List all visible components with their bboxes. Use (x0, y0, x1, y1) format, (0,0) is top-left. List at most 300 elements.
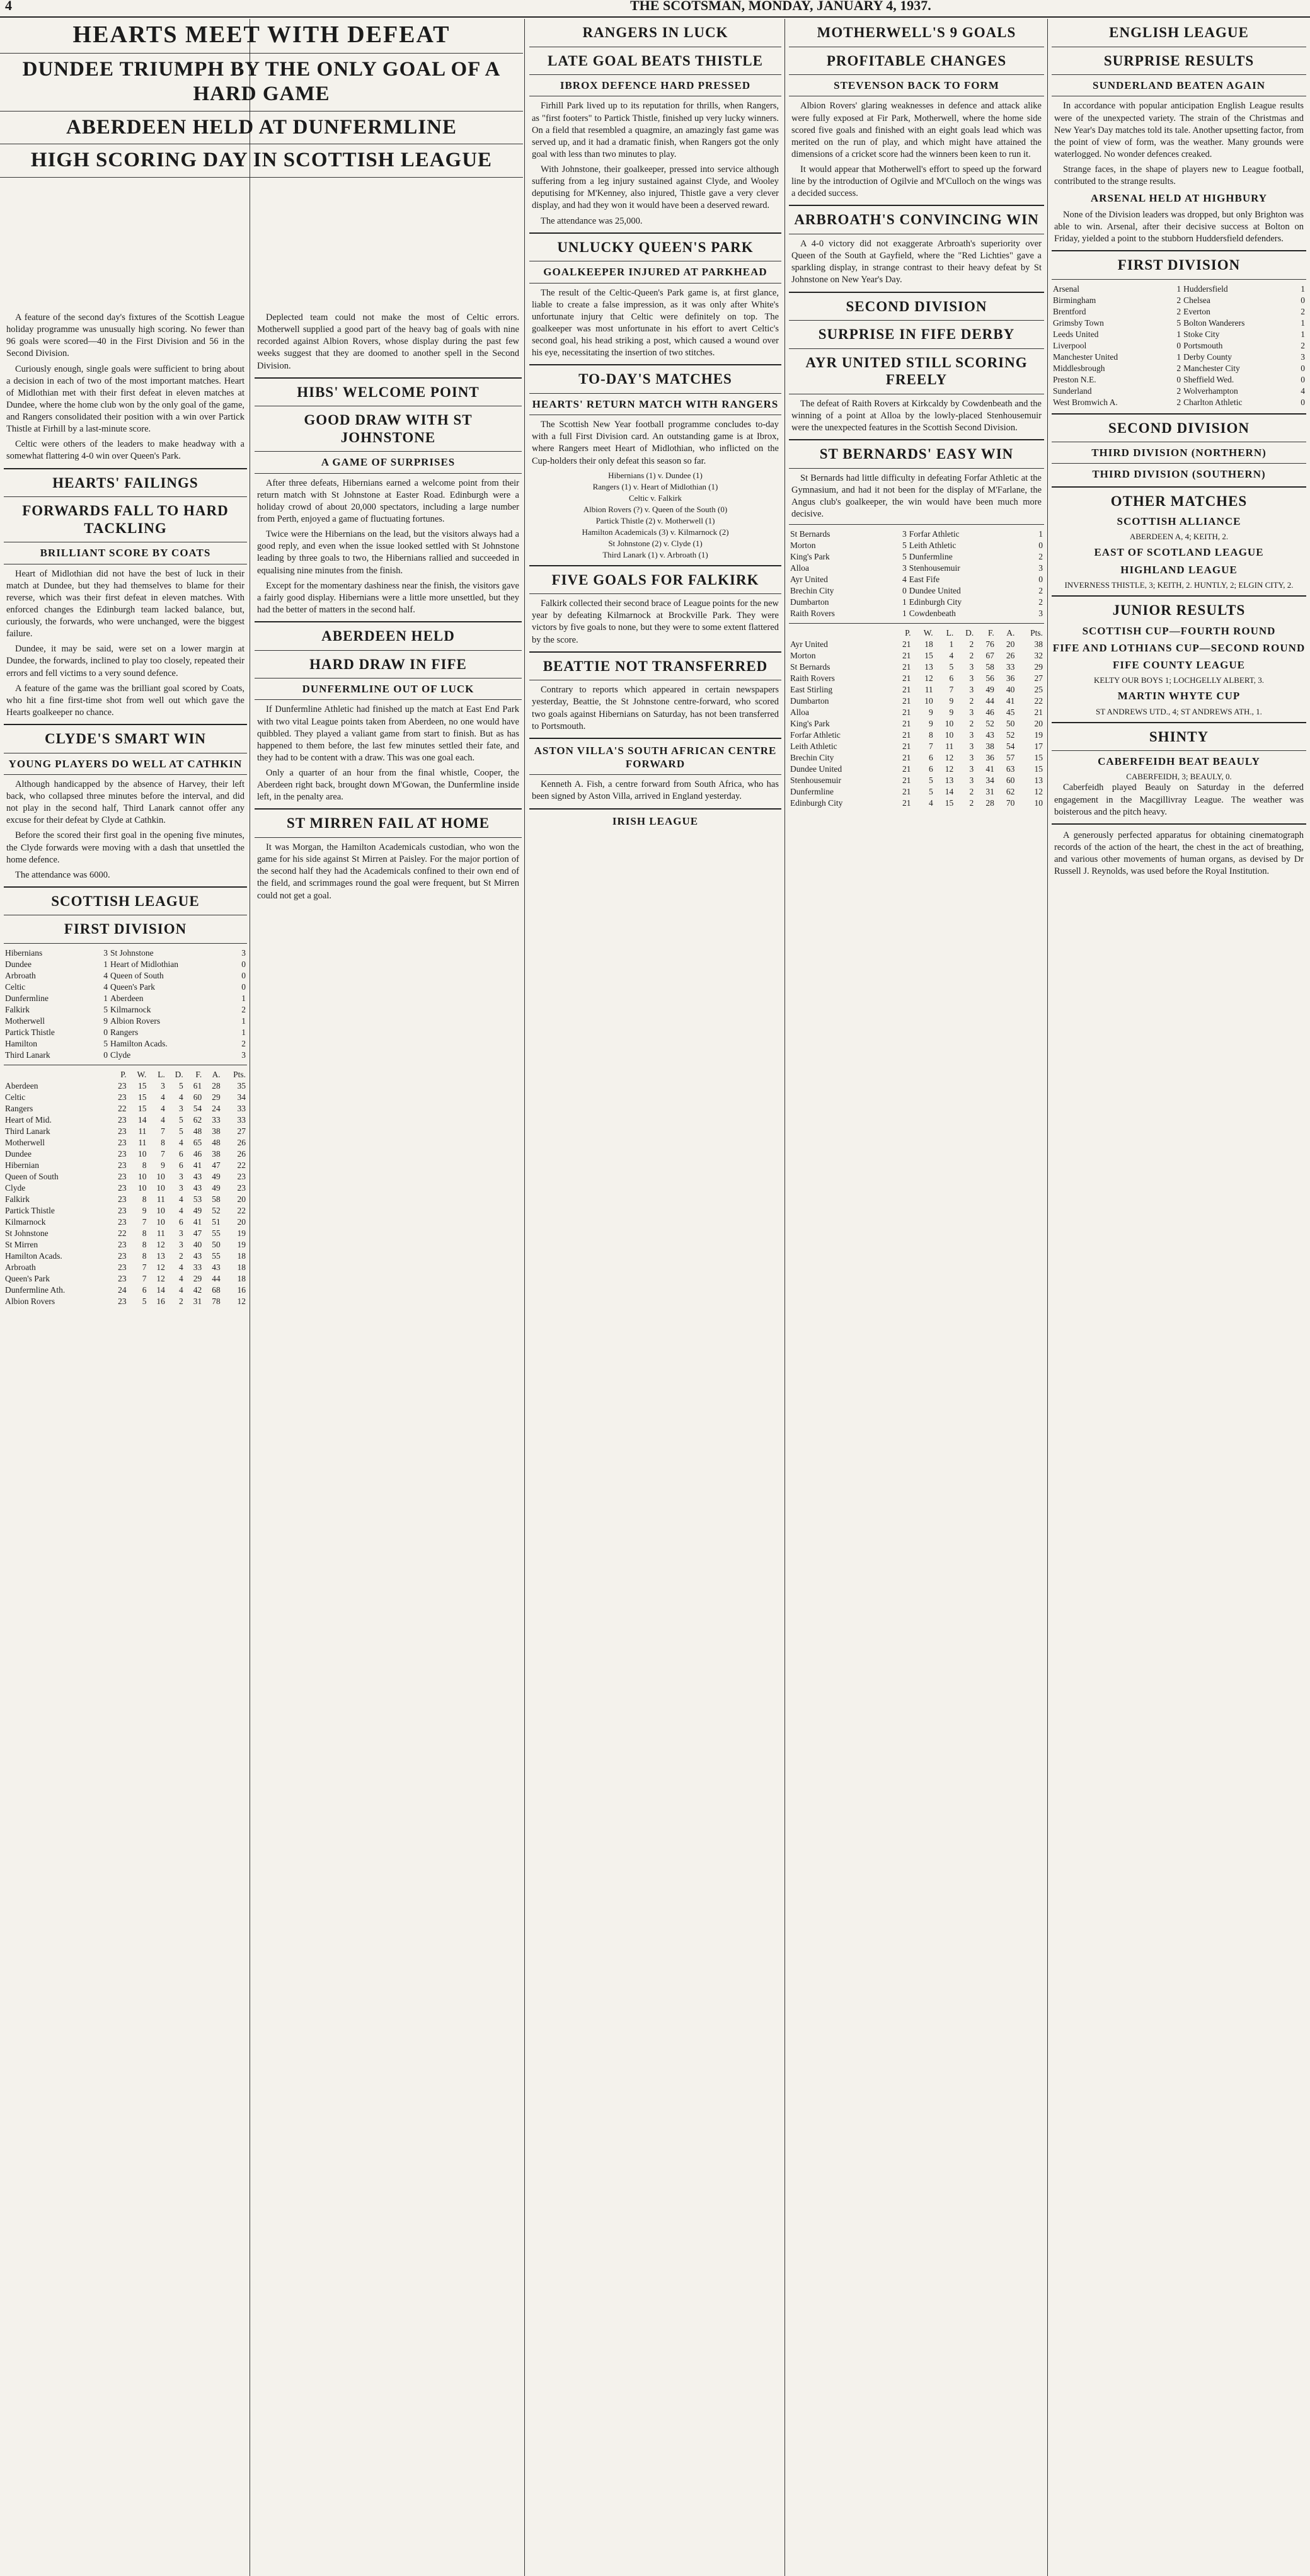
stat-cell: 24 (118, 1285, 127, 1295)
result-row (1052, 363, 1306, 374)
stat-cell: 4 (161, 1115, 165, 1125)
team-name: Dundee (5, 1149, 32, 1159)
team-name: Hibernians (5, 948, 43, 958)
article-paragraph: The attendance was 25,000. (541, 215, 643, 226)
stat-cell: 10 (945, 730, 954, 740)
section-heading: UNLUCKY QUEEN'S PARK (557, 239, 754, 255)
stat-cell: 3 (969, 707, 974, 718)
article-paragraph: Albion Rovers' glaring weaknesses in defence and attack alike were fully exposed at Fir Park, Motherwell, where the home side scored five goals and finished with an eight goals lead which was merited on the run of play, and which might have attained the dimensions of a cricket score had the winners been keen to run it. (791, 101, 1042, 159)
stat-cell: 10 (137, 1149, 147, 1159)
stat-cell: 21 (902, 696, 911, 706)
stat-cell: 23 (118, 1262, 127, 1273)
column-header: P. (905, 628, 911, 638)
team-name: Falkirk (5, 1194, 30, 1205)
score: 0 (241, 982, 246, 992)
stat-cell: 23 (118, 1138, 127, 1148)
section-heading: SECOND DIVISION (1108, 420, 1250, 436)
stat-cell: 21 (902, 651, 911, 661)
score: 0 (241, 971, 246, 981)
stat-cell: 10 (156, 1217, 165, 1227)
table-row (4, 1239, 247, 1251)
score: 0 (1176, 374, 1181, 384)
result-row (789, 551, 1044, 563)
result-row (789, 540, 1044, 551)
score: 3 (1038, 609, 1043, 619)
stat-cell: 43 (985, 730, 994, 740)
team-name: Wolverhampton (1183, 386, 1238, 396)
score: 1 (902, 609, 907, 619)
team-name: Preston N.E. (1053, 374, 1096, 384)
result-row (789, 585, 1044, 597)
team-name: Hamilton Acads. (5, 1251, 62, 1261)
team-name: Sheffield Wed. (1183, 374, 1234, 384)
stat-cell: 29 (1034, 662, 1043, 672)
stat-cell: 11 (138, 1138, 147, 1148)
stat-cell: 46 (985, 707, 994, 718)
stat-cell: 6 (179, 1149, 183, 1159)
result-row (1052, 352, 1306, 363)
table-row (789, 730, 1044, 741)
table-row (789, 752, 1044, 764)
score: 2 (1176, 363, 1181, 373)
column-header: D. (175, 1070, 183, 1080)
score: 3 (902, 563, 907, 573)
stat-cell: 76 (985, 639, 994, 650)
section-subheading: YOUNG PLAYERS DO WELL AT CATHKIN (8, 757, 243, 770)
stat-cell: 4 (179, 1138, 183, 1148)
section-subheading: A GAME OF SURPRISES (321, 456, 456, 469)
score: 2 (1301, 340, 1305, 350)
team-name: Heart of Midlothian (110, 959, 178, 970)
column-rule (784, 19, 785, 2576)
stat-cell: 35 (237, 1081, 246, 1091)
stat-cell: 10 (1034, 798, 1043, 808)
stat-cell: 11 (138, 1126, 147, 1136)
score: 5 (103, 1005, 108, 1015)
stat-cell: 31 (193, 1297, 202, 1307)
stat-cell: 18 (237, 1251, 246, 1261)
stat-cell: 52 (985, 719, 994, 729)
column-header: P. (120, 1070, 127, 1080)
stat-cell: 7 (161, 1149, 165, 1159)
table-row (4, 1216, 247, 1228)
section-heading: MOTHERWELL'S 9 GOALS (817, 25, 1016, 40)
team-name: Dunfermline Ath. (5, 1285, 66, 1295)
stat-cell: 23 (118, 1240, 127, 1250)
score: 1 (241, 993, 246, 1004)
stat-cell: 55 (212, 1228, 221, 1239)
section-heading: SCOTTISH LEAGUE (51, 893, 200, 909)
stat-cell: 8 (928, 730, 933, 740)
column-5 (1052, 19, 1306, 2576)
stat-cell: 54 (193, 1104, 202, 1114)
section-subheading: DUNFERMLINE OUT OF LUCK (302, 683, 474, 696)
table-row (4, 1092, 247, 1103)
team-name: Everton (1183, 306, 1210, 316)
score: 1 (103, 959, 108, 970)
score: 4 (902, 575, 907, 585)
team-name: Queen's Park (5, 1274, 50, 1284)
table-row (4, 1273, 247, 1285)
article-paragraph: A 4-0 victory did not exaggerate Arbroath's superiority over Queen of the South at Gayfield, where the "Red Lichties" gave a sparkling display, in strange contrast to their heavy defeat by St Johnstone on New Year's Day. (791, 239, 1042, 285)
stat-cell: 47 (212, 1160, 221, 1171)
article-paragraph: It would appear that Motherwell's effort to speed up the forward line by the introduction of Ogilvie and M'Culloch on the wings was a decided success. (791, 164, 1042, 199)
stat-cell: 15 (1034, 764, 1043, 774)
team-name: Dunfermline (909, 552, 953, 562)
stat-cell: 17 (1034, 741, 1043, 752)
table-row (4, 1285, 247, 1296)
team-name: St Bernards (790, 662, 830, 672)
score: 0 (1301, 363, 1305, 373)
stat-cell: 12 (156, 1262, 165, 1273)
stat-cell: 34 (237, 1092, 246, 1102)
stat-cell: 10 (945, 719, 954, 729)
stat-cell: 47 (193, 1228, 202, 1239)
team-name: Sunderland (1053, 386, 1092, 396)
fixture-line: Partick Thistle (2) v. Motherwell (1) (595, 515, 715, 525)
stat-cell: 70 (1006, 798, 1015, 808)
stat-cell: 23 (118, 1081, 127, 1091)
stat-cell: 23 (118, 1160, 127, 1171)
stat-cell: 3 (179, 1240, 183, 1250)
table-row (4, 1194, 247, 1205)
team-name: Kilmarnock (5, 1217, 46, 1227)
column-header: Pts. (1030, 628, 1043, 638)
team-name: West Bromwich A. (1053, 397, 1118, 407)
section-heading: RANGERS IN LUCK (582, 25, 728, 40)
stat-cell: 10 (137, 1183, 147, 1193)
section-heading: AYR UNITED STILL SCORING FREELY (805, 354, 1028, 388)
stat-cell: 25 (1034, 685, 1043, 695)
article-paragraph: It was Morgan, the Hamilton Academicals custodian, who won the game for his side against St Mirren at Paisley. For the major portion of the second half they had the Academicals confined to their own end of the field, and scrimmages round the goal were frequent, but St Mirren could not get a goal. (257, 842, 519, 901)
stat-cell: 23 (118, 1251, 127, 1261)
fixture-line: Hibernians (1) v. Dundee (1) (608, 470, 703, 480)
score: 0 (103, 1050, 108, 1060)
article-paragraph: Celtic were others of the leaders to make headway with a somewhat flattering 4-0 win over Queen's Park. (6, 439, 244, 462)
team-name: Kilmarnock (110, 1005, 151, 1015)
stat-cell: 43 (193, 1251, 202, 1261)
table-row (4, 1262, 247, 1273)
column-header (4, 1069, 109, 1080)
score: 1 (902, 597, 907, 607)
table-row (4, 1114, 247, 1126)
score: 0 (103, 1028, 108, 1038)
stat-cell: 18 (237, 1262, 246, 1273)
table-header-row (4, 1069, 247, 1080)
stat-cell: 21 (902, 673, 911, 684)
team-name: Motherwell (5, 1016, 45, 1026)
lead-paragraph: A feature of the second day's fixtures of the Scottish League holiday programme was unusually high scoring. No fewer than 96 goals were scored—40 in the First Division and 56 in the Second Division. (6, 312, 244, 359)
stat-cell: 3 (969, 764, 974, 774)
stat-cell: 3 (179, 1228, 183, 1239)
team-name: Brentford (1053, 306, 1086, 316)
section-heading: ST MIRREN FAIL AT HOME (287, 815, 490, 832)
score: 1 (103, 993, 108, 1004)
table-row (789, 786, 1044, 798)
stat-cell: 13 (156, 1251, 165, 1261)
score: 2 (241, 1039, 246, 1049)
stat-cell: 10 (156, 1206, 165, 1216)
team-name: Alloa (790, 563, 809, 573)
score: 1 (1301, 283, 1305, 294)
team-name: Third Lanark (5, 1050, 50, 1060)
team-name: King's Park (790, 719, 830, 729)
section-subheading: GOALKEEPER INJURED AT PARKHEAD (543, 266, 767, 278)
team-name: Heart of Mid. (5, 1115, 52, 1125)
page-number: 4 (5, 0, 12, 13)
table-row (789, 718, 1044, 730)
stat-cell: 21 (902, 798, 911, 808)
article-paragraph: Before the scored their first goal in the opening five minutes, the Clyde forwards were moving with a dash that unsettled the home defence. (6, 830, 244, 865)
stat-cell: 23 (118, 1217, 127, 1227)
result-row (4, 970, 247, 982)
section-heading: ENGLISH LEAGUE (1109, 25, 1249, 40)
stat-cell: 2 (179, 1297, 183, 1307)
stat-cell: 2 (969, 719, 974, 729)
score: 3 (902, 529, 907, 539)
score: 4 (103, 971, 108, 981)
stat-cell: 41 (985, 764, 994, 774)
stat-cell: 23 (118, 1183, 127, 1193)
stat-cell: 2 (969, 639, 974, 650)
section-heading: FIRST DIVISION (1117, 256, 1241, 273)
stat-cell: 3 (969, 685, 974, 695)
fixture-line: Rangers (1) v. Heart of Midlothian (1) (592, 481, 718, 491)
team-name: Liverpool (1053, 340, 1087, 350)
stat-cell: 6 (928, 764, 933, 774)
stat-cell: 13 (1034, 776, 1043, 786)
score: 2 (1038, 597, 1043, 607)
score: 1 (1038, 529, 1043, 539)
stat-cell: 48 (212, 1138, 221, 1148)
team-name: East Stirling (790, 685, 833, 695)
stat-cell: 4 (179, 1206, 183, 1216)
stat-cell: 21 (902, 741, 911, 752)
table-row (789, 696, 1044, 707)
stat-cell: 12 (1034, 787, 1043, 797)
stat-cell: 43 (193, 1172, 202, 1182)
column-header: L. (158, 1070, 165, 1080)
stat-cell: 12 (945, 753, 954, 763)
section-heading: SURPRISE IN FIFE DERBY (818, 326, 1015, 343)
stat-cell: 12 (924, 673, 933, 684)
table-row (789, 741, 1044, 752)
article-paragraph: In accordance with popular anticipation English League results were of the unexpected variety. The strain of the Christmas and New Year's Day matches told its tale. Another upsetting factor, from the point of view of form, was the weather. Many grounds were waterlogged. No wonder defences creaked. (1054, 101, 1304, 159)
stat-cell: 53 (193, 1194, 202, 1205)
column-header: F. (988, 628, 994, 638)
score: 1 (1176, 283, 1181, 294)
column-header: F. (195, 1070, 202, 1080)
stat-cell: 23 (118, 1172, 127, 1182)
score: 1 (241, 1016, 246, 1026)
stat-cell: 11 (924, 685, 933, 695)
score: 2 (241, 1005, 246, 1015)
team-name: King's Park (790, 552, 830, 562)
stat-cell: 34 (985, 776, 994, 786)
stat-cell: 18 (237, 1274, 246, 1284)
stat-cell: 21 (902, 776, 911, 786)
team-name: Forfar Athletic (790, 730, 841, 740)
section-heading: SURPRISE RESULTS (1103, 52, 1255, 69)
stat-cell: 23 (118, 1297, 127, 1307)
stat-cell: 57 (1006, 753, 1015, 763)
stat-cell: 23 (118, 1126, 127, 1136)
stat-cell: 26 (237, 1138, 246, 1148)
score: 3 (241, 948, 246, 958)
stat-cell: 5 (179, 1081, 183, 1091)
section-heading: LATE GOAL BEATS THISTLE (548, 52, 763, 69)
article-paragraph: Curiously enough, single goals were sufficient to bring about a decision in each of two of the most important matches. Heart of Midlothian met with their first defeat in eleven matches at Dundee, where the home club won by the only goal of the game, and Rangers consolidated their position with a win over Partick Thistle at Firhill by a last-minute score. (6, 364, 244, 435)
stat-cell: 7 (142, 1217, 147, 1227)
stat-cell: 23 (118, 1274, 127, 1284)
stat-cell: 58 (985, 662, 994, 672)
stat-cell: 41 (193, 1217, 202, 1227)
stat-cell: 2 (969, 798, 974, 808)
stat-cell: 2 (179, 1251, 183, 1261)
stat-cell: 3 (969, 753, 974, 763)
stat-cell: 5 (928, 787, 933, 797)
stat-cell: 19 (237, 1228, 246, 1239)
section-subheading: ARSENAL HELD AT HIGHBURY (1090, 192, 1268, 205)
score: 3 (241, 1050, 246, 1060)
article-paragraph: Twice were the Hibernians on the lead, but the visitors always had a good reply, and even when the issue looked settled with St Johnstone leading by three goals to two, the Hibernians rallied and succeeded in equalising nine minutes from the finish. (257, 529, 519, 576)
table-row (789, 639, 1044, 650)
stat-cell: 32 (1034, 651, 1043, 661)
section-subheading: EAST OF SCOTLAND LEAGUE (1094, 546, 1264, 559)
team-name: Celtic (5, 1092, 26, 1102)
stat-cell: 61 (193, 1081, 202, 1091)
article-paragraph: The defeat of Raith Rovers at Kirkcaldy by Cowdenbeath and the winning of a point at Alloa by the lowly-placed Stenhousemuir were the unexpected features in the Scottish Second Division. (791, 398, 1042, 433)
stat-cell: 12 (156, 1240, 165, 1250)
score: 0 (1038, 541, 1043, 551)
stat-cell: 40 (1006, 685, 1015, 695)
result-row (4, 982, 247, 993)
stat-cell: 33 (212, 1115, 221, 1125)
score: 4 (103, 982, 108, 992)
section-heading: TO-DAY'S MATCHES (578, 371, 732, 387)
results-table (789, 529, 1044, 619)
stat-cell: 23 (118, 1092, 127, 1102)
score: 0 (241, 959, 246, 970)
results-table (4, 947, 247, 1061)
stat-cell: 3 (969, 741, 974, 752)
stat-cell: 22 (237, 1160, 246, 1171)
stat-cell: 12 (945, 764, 954, 774)
article-paragraph: A generously perfected apparatus for obtaining cinematograph records of the action of the heart, the chest in the act of breathing, and various other movements of human organs, as devised by Dr Russell J. Reynolds, was used before the Royal Institution. (1054, 830, 1304, 877)
result-row (789, 529, 1044, 540)
team-name: Cowdenbeath (909, 609, 956, 619)
stat-cell: 6 (142, 1285, 147, 1295)
stat-cell: 9 (142, 1206, 147, 1216)
team-name: Stenhousemuir (790, 776, 841, 786)
column-2 (255, 312, 522, 2576)
score: 3 (1038, 563, 1043, 573)
score: 5 (1176, 318, 1181, 328)
score: 2 (1038, 552, 1043, 562)
stat-cell: 21 (902, 719, 911, 729)
stat-cell: 23 (118, 1194, 127, 1205)
team-name: Manchester United (1053, 352, 1118, 362)
team-name: Stenhousemuir (909, 563, 960, 573)
team-name: Leeds United (1053, 329, 1099, 339)
column-header: W. (137, 1070, 147, 1080)
team-name: Hamilton (5, 1039, 37, 1049)
stat-cell: 41 (193, 1160, 202, 1171)
stat-cell: 31 (985, 787, 994, 797)
stat-cell: 15 (924, 651, 933, 661)
team-name: Dumbarton (790, 597, 829, 607)
stat-cell: 4 (179, 1262, 183, 1273)
score: 2 (1176, 397, 1181, 407)
stat-cell: 21 (902, 753, 911, 763)
stat-cell: 11 (945, 741, 954, 752)
stat-cell: 65 (193, 1138, 202, 1148)
table-row (4, 1103, 247, 1114)
result-line: ABERDEEN A, 4; KEITH, 2. (1129, 532, 1229, 542)
team-name: Charlton Athletic (1183, 397, 1243, 407)
stat-cell: 8 (161, 1138, 165, 1148)
stat-cell: 2 (969, 696, 974, 706)
stat-cell: 60 (193, 1092, 202, 1102)
stat-cell: 15 (1034, 753, 1043, 763)
column-header (789, 627, 892, 639)
stat-cell: 40 (193, 1240, 202, 1250)
result-row (1052, 329, 1306, 340)
article-paragraph: Strange faces, in the shape of players new to League football, contributed to the strange results. (1054, 164, 1304, 187)
team-name: Partick Thistle (5, 1028, 55, 1038)
result-row (1052, 386, 1306, 397)
stat-cell: 4 (179, 1274, 183, 1284)
stat-cell: 3 (179, 1172, 183, 1182)
result-row (4, 1016, 247, 1027)
stat-cell: 21 (902, 685, 911, 695)
article-paragraph: If Dunfermline Athletic had finished up the match at East End Park with two vital League points taken from Aberdeen, no one would have quibbled. They played a valiant game from start to finish. But as has happened to them before, the last few minutes settled their fate, and they had to be content with a draw. This was one goal each. (257, 704, 519, 763)
section-heading: HEARTS' FAILINGS (52, 474, 198, 491)
table-row (4, 1137, 247, 1148)
result-row (4, 1027, 247, 1038)
team-name: Hamilton Acads. (110, 1039, 168, 1049)
stat-cell: 5 (928, 776, 933, 786)
team-name: Ayr United (790, 575, 828, 585)
main-headline-block (0, 19, 523, 321)
section-heading: ARBROATH'S CONVINCING WIN (794, 212, 1039, 228)
stat-cell: 4 (949, 651, 954, 661)
section-heading: ASTON VILLA'S SOUTH AFRICAN CENTRE FORWARD (534, 744, 777, 770)
stat-cell: 2 (969, 651, 974, 661)
section-subheading: STEVENSON BACK TO FORM (834, 79, 999, 92)
stat-cell: 7 (142, 1262, 147, 1273)
section-heading: BEATTIE NOT TRANSFERRED (543, 658, 768, 674)
stat-cell: 15 (137, 1081, 147, 1091)
stat-cell: 24 (212, 1104, 221, 1114)
stat-cell: 45 (1006, 707, 1015, 718)
result-row (4, 1050, 247, 1061)
stat-cell: 42 (193, 1285, 202, 1295)
result-row (4, 959, 247, 970)
result-row (4, 1004, 247, 1016)
result-row (789, 563, 1044, 574)
fixture-line: Albion Rovers (?) v. Queen of the South (0) (583, 504, 728, 514)
section-heading: FORWARDS FALL TO HARD TACKLING (22, 503, 229, 536)
article-paragraph: After three defeats, Hibernians earned a welcome point from their return match with St Johnstone at Easter Road. Edinburgh were a holiday crowd of about 20,000 spectators, including a large number from Perth, enjoyed a game of fluctuating fortunes. (257, 478, 519, 525)
stat-cell: 26 (237, 1149, 246, 1159)
stat-cell: 21 (902, 707, 911, 718)
team-name: Huddersfield (1183, 283, 1228, 294)
stat-cell: 3 (179, 1104, 183, 1114)
stat-cell: 21 (902, 639, 911, 650)
stat-cell: 6 (179, 1160, 183, 1171)
article-paragraph: The result of the Celtic-Queen's Park game is, at first glance, liable to create a false impression, as it was only after White's unfortunate injury that Celtic were definitely on top. The goalkeeper was most unfortunate in his effort to avert Celtic's second goal, his head striking a post, which caused a wound over his eye, necessitating the insertion of two stitches. (532, 287, 779, 358)
